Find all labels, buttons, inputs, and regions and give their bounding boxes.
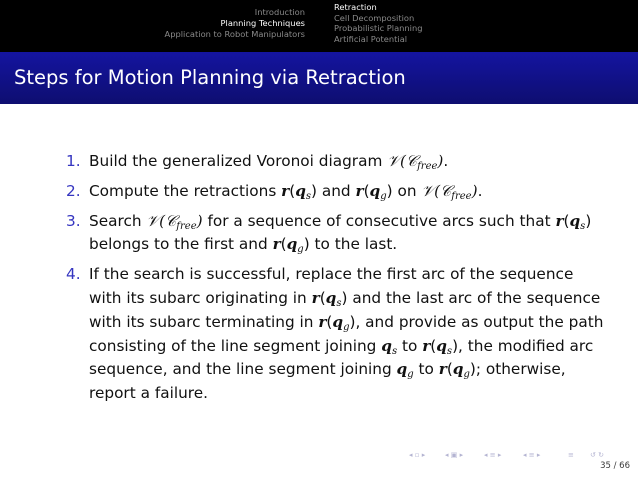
text-run: ) <box>386 181 393 200</box>
subsection-nav-item[interactable]: Cell Decomposition <box>334 12 415 23</box>
math-sub: g <box>297 244 304 256</box>
section-nav-item[interactable]: Introduction <box>254 7 305 17</box>
text-run: . <box>477 181 483 200</box>
math-bi: q <box>325 288 337 307</box>
math-bi: r <box>438 360 447 379</box>
frame-title-bar <box>0 52 638 104</box>
math-sub: g <box>407 369 414 381</box>
math-cal: 𝒱(𝒞 <box>387 152 418 170</box>
subsection-nav-item[interactable]: Probabilistic Planning <box>334 23 423 34</box>
math-sub: g <box>463 369 470 381</box>
text-run: Search <box>89 211 147 230</box>
text-run: ( <box>563 211 570 230</box>
text-run: , the modified arc sequence, and the line segment joining <box>89 336 594 379</box>
math-cal: ) <box>471 181 478 200</box>
text-run: belongs to the first and <box>89 235 273 254</box>
subsection-navigation <box>334 2 634 44</box>
math-sub: g <box>380 190 387 202</box>
math-sub: free <box>417 161 438 172</box>
nav-section-icon[interactable]: ◂ ≡ ▸ <box>523 451 541 459</box>
text-run: ) <box>452 336 459 355</box>
text-run: ( <box>280 235 287 254</box>
math-bi: r <box>555 211 564 230</box>
text-run: Compute the retractions <box>89 181 282 200</box>
math-sub: free <box>451 190 472 202</box>
step-item <box>66 210 606 258</box>
text-run: If the search is successful, replace the first arc of the sequence with its subarc originating in <box>89 265 574 307</box>
math-cal: ) <box>196 211 203 230</box>
math-bi: q <box>332 312 344 331</box>
text-run: ) <box>469 360 476 379</box>
text-run: ) <box>311 181 317 200</box>
math-cal: ) <box>437 152 444 170</box>
step-text <box>89 150 606 174</box>
steps-list <box>66 150 606 412</box>
text-run: ( <box>446 360 453 379</box>
math-bi: r <box>311 288 320 307</box>
math-sub: s <box>391 345 398 357</box>
nav-first-icon[interactable]: ◂ ▫ ▸ <box>409 451 426 459</box>
math-bi: r <box>272 235 281 254</box>
step-item <box>66 180 606 204</box>
math-cal: 𝒱(𝒞 <box>421 181 452 200</box>
math-sub: s <box>305 190 312 202</box>
nav-search-icon[interactable]: ≡ <box>568 451 574 459</box>
subsection-nav-item[interactable]: Retraction <box>334 2 377 12</box>
text-run: and the last arc of the sequence with its subarc terminating in <box>89 288 601 331</box>
math-sub: s <box>580 220 586 232</box>
math-bi: r <box>422 336 431 355</box>
step-text <box>89 263 606 406</box>
text-run: to the last. <box>309 235 398 254</box>
step-item <box>66 150 606 174</box>
nav-back-forward-icon[interactable]: ↺ ↻ <box>590 451 604 459</box>
step-item <box>66 263 606 406</box>
nav-subsection-icon[interactable]: ◂ ≡ ▸ <box>484 451 502 459</box>
text-run: . <box>443 152 449 170</box>
math-bi: q <box>452 360 464 379</box>
math-sub: s <box>446 345 453 357</box>
text-run: Build the generalized Voronoi diagram <box>89 152 388 170</box>
math-bi: q <box>286 235 298 254</box>
text-run: to <box>413 360 439 379</box>
section-nav-item[interactable]: Planning Techniques <box>220 18 305 28</box>
text-run: ) <box>585 211 592 230</box>
nav-frame-icon[interactable]: ◂ ▣ ▸ <box>445 451 464 459</box>
step-number: 2. <box>66 181 81 200</box>
math-bi: q <box>381 336 392 355</box>
text-run: to <box>397 336 423 355</box>
math-sub: s <box>336 297 342 309</box>
math-bi: r <box>318 312 327 331</box>
math-sub: g <box>343 321 350 333</box>
section-navigation <box>5 7 305 40</box>
text-run: and <box>317 181 356 200</box>
step-number: 3. <box>66 211 81 230</box>
header-navigation <box>0 0 638 52</box>
text-run: ( <box>326 312 333 331</box>
math-bi: q <box>396 360 408 379</box>
math-bi: q <box>436 336 447 355</box>
step-text <box>89 180 606 204</box>
text-run: , and provide as output the path consisting of the line segment joining <box>89 312 604 355</box>
math-bi: q <box>369 181 381 200</box>
subsection-nav-item[interactable]: Artificial Potential <box>334 33 408 44</box>
section-nav-item[interactable]: Application to Robot Manipulators <box>164 29 305 39</box>
math-cal: 𝒱(𝒞 <box>146 211 177 230</box>
math-bi: q <box>295 181 306 200</box>
text-run: ( <box>363 181 370 200</box>
text-run: ( <box>430 336 437 355</box>
text-run: ; otherwise, report a failure. <box>89 360 566 403</box>
text-run: ) <box>303 235 310 254</box>
step-number: 1. <box>66 152 81 170</box>
text-run: ) <box>349 312 356 331</box>
math-sub: free <box>176 220 197 232</box>
navigation-symbols <box>0 451 628 461</box>
step-number: 4. <box>66 265 81 284</box>
math-bi: r <box>281 181 290 200</box>
frame-title: Steps for Motion Planning via Retraction <box>14 66 406 89</box>
text-run: ( <box>319 288 326 307</box>
text-run: ( <box>289 181 296 200</box>
text-run: ) <box>341 288 348 307</box>
text-run: for a sequence of consecutive arcs such that <box>202 211 556 230</box>
step-text <box>89 210 606 258</box>
math-bi: r <box>355 181 364 200</box>
page-number: 35 / 66 <box>600 461 630 471</box>
math-bi: q <box>569 211 581 230</box>
text-run: on <box>392 181 422 200</box>
